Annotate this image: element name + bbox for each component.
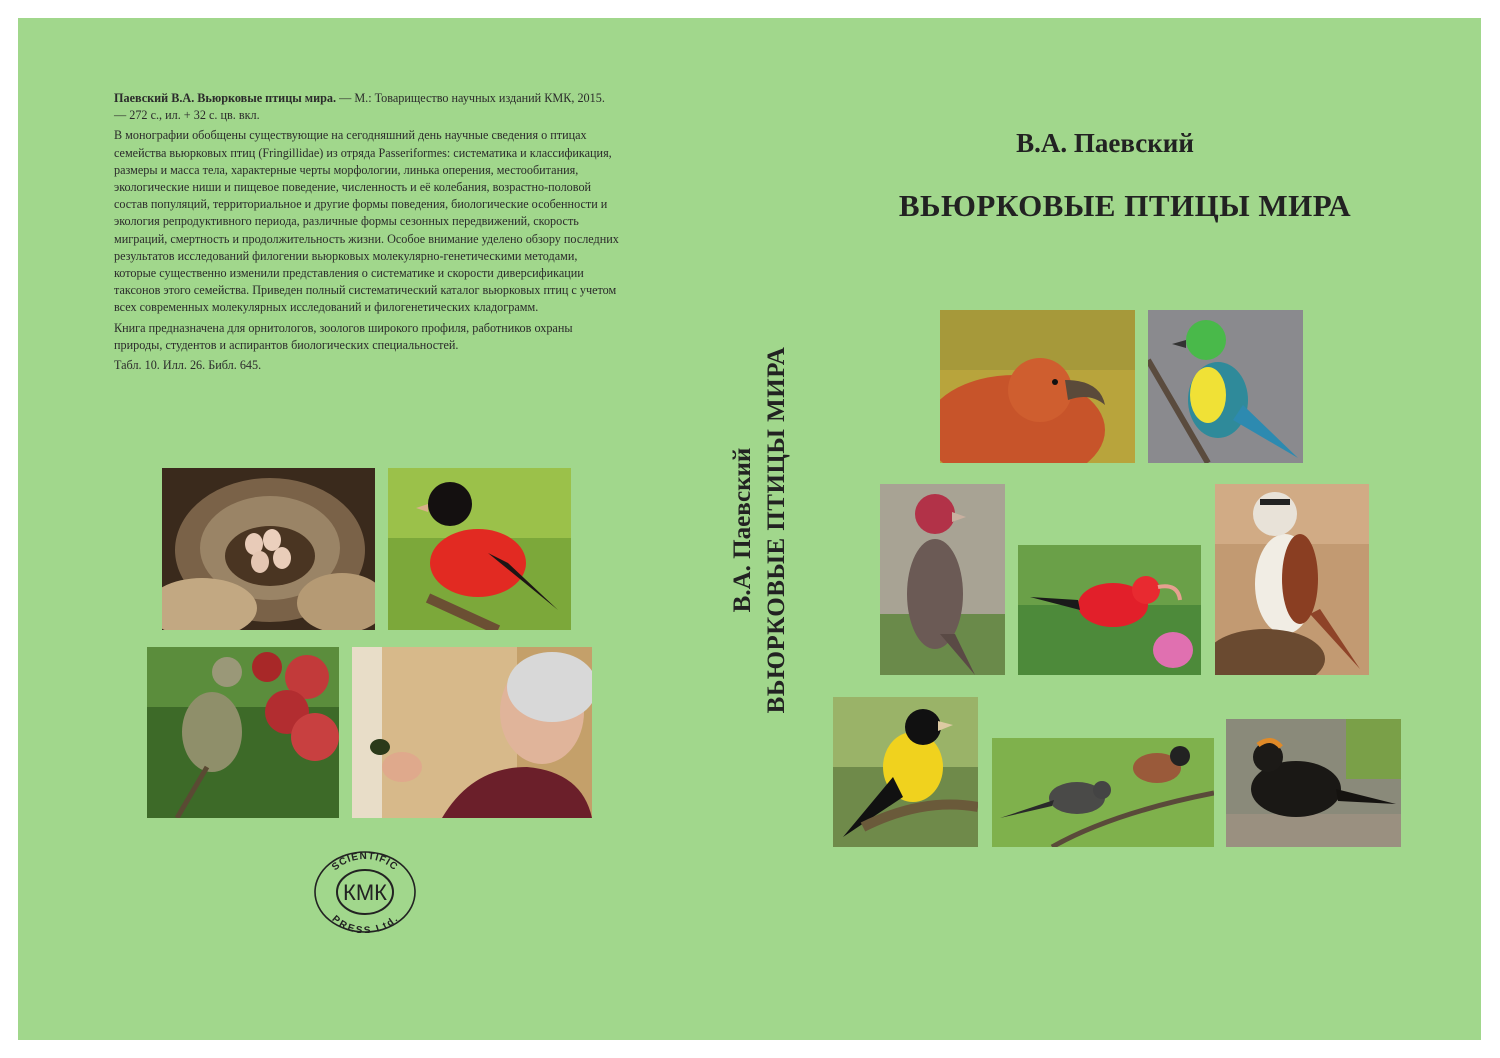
photo-serin	[1215, 484, 1369, 675]
logo-bottom-text: PRESS Ltd.	[329, 913, 401, 933]
logo-center-text: КМК	[343, 880, 387, 905]
logo-top-text: SCIENTIFIC	[330, 850, 400, 874]
photo-author	[352, 647, 592, 818]
photo-red-bishop	[388, 468, 571, 630]
photo-finch-apples	[147, 647, 339, 818]
citation-rest: — М.: Товарищество научных изданий КМК, 2015. — 272 с., ил. + 32 с. цв. вкл.	[114, 91, 605, 123]
publisher-logo	[312, 847, 418, 933]
svg-text:PRESS Ltd.	[329, 914, 400, 933]
spine-title: ВЬЮРКОВЫЕ ПТИЦЫ МИРА	[763, 346, 790, 714]
photo-crossbill	[940, 310, 1135, 463]
photo-tanager	[1148, 310, 1303, 463]
front-title: ВЬЮРКОВЫЕ ПТИЦЫ МИРА	[898, 188, 1352, 223]
back-cover-text	[114, 90, 619, 377]
photo-grosbeak	[833, 697, 978, 847]
citation	[114, 90, 619, 124]
spine-author: В.А. Паевский	[729, 447, 756, 613]
photo-rosefinch	[880, 484, 1005, 675]
photo-black-finch	[1226, 719, 1401, 847]
photo-nest-eggs	[162, 468, 375, 630]
photo-chaffinches	[992, 738, 1214, 847]
stats: Табл. 10. Илл. 26. Библ. 645.	[114, 358, 262, 373]
photo-iiwi	[1018, 545, 1201, 675]
abstract: В монографии обобщены существующие на сегодняшний день научные сведения о птицах семейства вьюрковых птиц (Fringillidae) из отряда Passeriformes: систематика и классификация, размеры и масса тела, характерные черты морфологии, линька оперения, местообитания, экологические ниши и пищевое поведение, численность и её колебания, возрастно-половой состав популяций, территориальное и другие формы поведения, биологические особенности и экология репродуктивного периода, различные формы сезонных передвижений, скорость миграций, смертность и продолжительность жизни. Особое внимание уделено обзору последних результатов исследований филогении вьюрковых молекулярно-генетическими методами, которые существенно изменили представления о систематике и скорости диверсификации таксонов этого семейства. Приведен полный систематический каталог вьюрковых птиц с учетом всех современных молекулярных исследований и филогенетических кладограмм.	[114, 128, 619, 315]
audience: Книга предназначена для орнитологов, зоологов широкого профиля, работников охраны природы, студентов и аспирантов биологических специальностей.	[114, 320, 573, 352]
front-author: В.А. Паевский	[1016, 128, 1194, 158]
citation-bold: Паевский В.А. Вьюрковые птицы мира.	[114, 91, 337, 105]
